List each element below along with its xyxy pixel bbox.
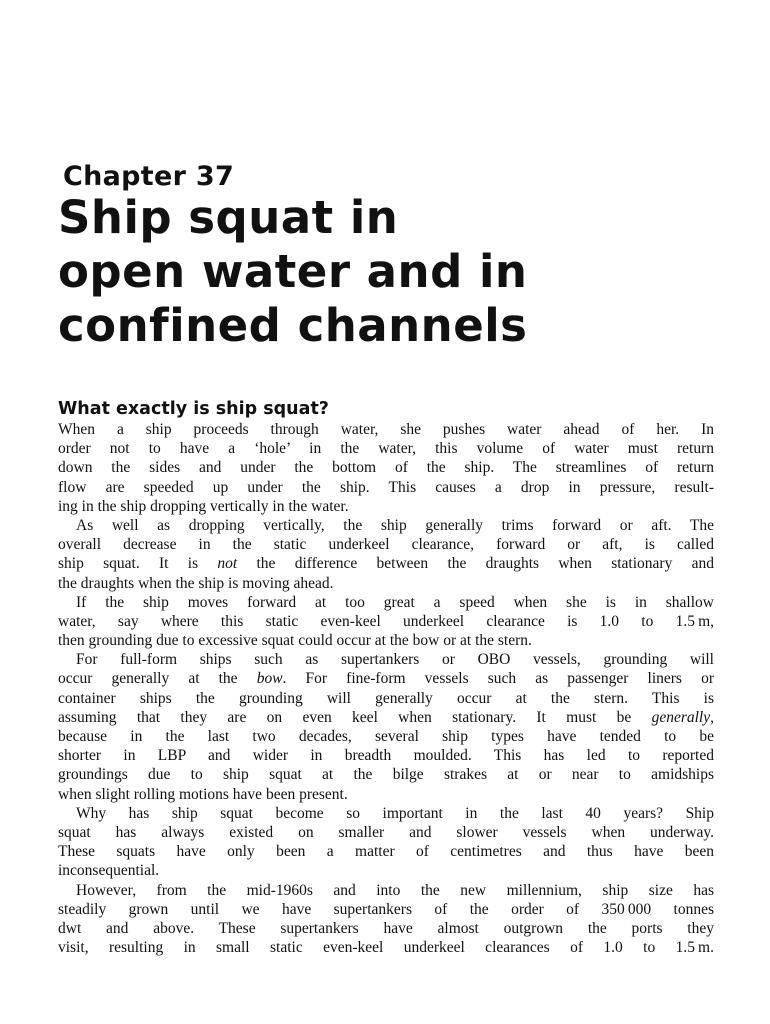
paragraph-line: ship squat. It is not the difference between the draughts when stationary and xyxy=(58,555,714,573)
paragraph-line: order not to have a ‘hole’ in the water, this volume of water must return xyxy=(58,440,714,458)
paragraph-line: assuming that they are on even keel when stationary. It must be generally, xyxy=(58,708,714,726)
body-text xyxy=(58,420,714,957)
section-heading: What exactly is ship squat? xyxy=(58,399,329,419)
paragraph-line: occur generally at the bow. For fine-form vessels such as passenger liners or xyxy=(58,670,714,688)
paragraph-line: If the ship moves forward at too great a speed when she is in shallow xyxy=(76,593,714,611)
paragraph-line: then grounding due to excessive squat could occur at the bow or at the stern. xyxy=(58,632,532,650)
paragraph-line: ing in the ship dropping vertically in the water. xyxy=(58,497,349,515)
paragraph-line: When a ship proceeds through water, she pushes water ahead of her. In xyxy=(58,421,714,438)
paragraph-line: As well as dropping vertically, the ship generally trims forward or aft. The xyxy=(76,516,714,534)
paragraph-line: dwt and above. These supertankers have almost outgrown the ports they xyxy=(58,919,714,937)
paragraph-line: inconsequential. xyxy=(58,862,160,880)
paragraph-line: when slight rolling motions have been present. xyxy=(58,785,348,803)
paragraph-line: the draughts when the ship is moving ahead. xyxy=(58,574,334,592)
chapter-title-line: Ship squat in xyxy=(58,191,399,244)
paragraph-line: steadily grown until we have supertankers of the order of 350 000 tonnes xyxy=(58,900,714,918)
chapter-title xyxy=(58,191,738,353)
paragraph-line: overall decrease in the static underkeel clearance, forward or aft, is called xyxy=(58,536,714,554)
paragraph-line: flow are speeded up under the ship. This causes a drop in pressure, result- xyxy=(58,478,714,496)
paragraph-line: down the sides and under the bottom of the ship. The streamlines of return xyxy=(58,459,714,477)
paragraph-line: water, say where this static even-keel underkeel clearance is 1.0 to 1.5 m, xyxy=(58,612,714,630)
paragraph-line: These squats have only been a matter of centimetres and thus have been xyxy=(58,843,714,861)
paragraph-line: groundings due to ship squat at the bilge strakes at or near to amidships xyxy=(58,766,714,784)
paragraph-line: squat has always existed on smaller and slower vessels when underway. xyxy=(58,823,714,841)
paragraph-line: However, from the mid-1960s and into the new millennium, ship size has xyxy=(76,881,714,899)
paragraph-line: visit, resulting in small static even-keel underkeel clearances of 1.0 to 1.5 m. xyxy=(58,939,714,957)
paragraph-line: container ships the grounding will generally occur at the stern. This is xyxy=(58,689,714,707)
paragraph-line: For full-form ships such as supertankers or OBO vessels, grounding will xyxy=(76,651,714,669)
chapter-label: Chapter 37 xyxy=(63,161,235,192)
paragraph-line: Why has ship squat become so important in the last 40 years? Ship xyxy=(76,804,714,822)
chapter-title-line: open water and in xyxy=(58,245,528,298)
paragraph-line: shorter in LBP and wider in breadth moulded. This has led to reported xyxy=(58,747,714,765)
paragraph-line: because in the last two decades, several ship types have tended to be xyxy=(58,728,714,745)
chapter-title-line: confined channels xyxy=(58,299,528,352)
